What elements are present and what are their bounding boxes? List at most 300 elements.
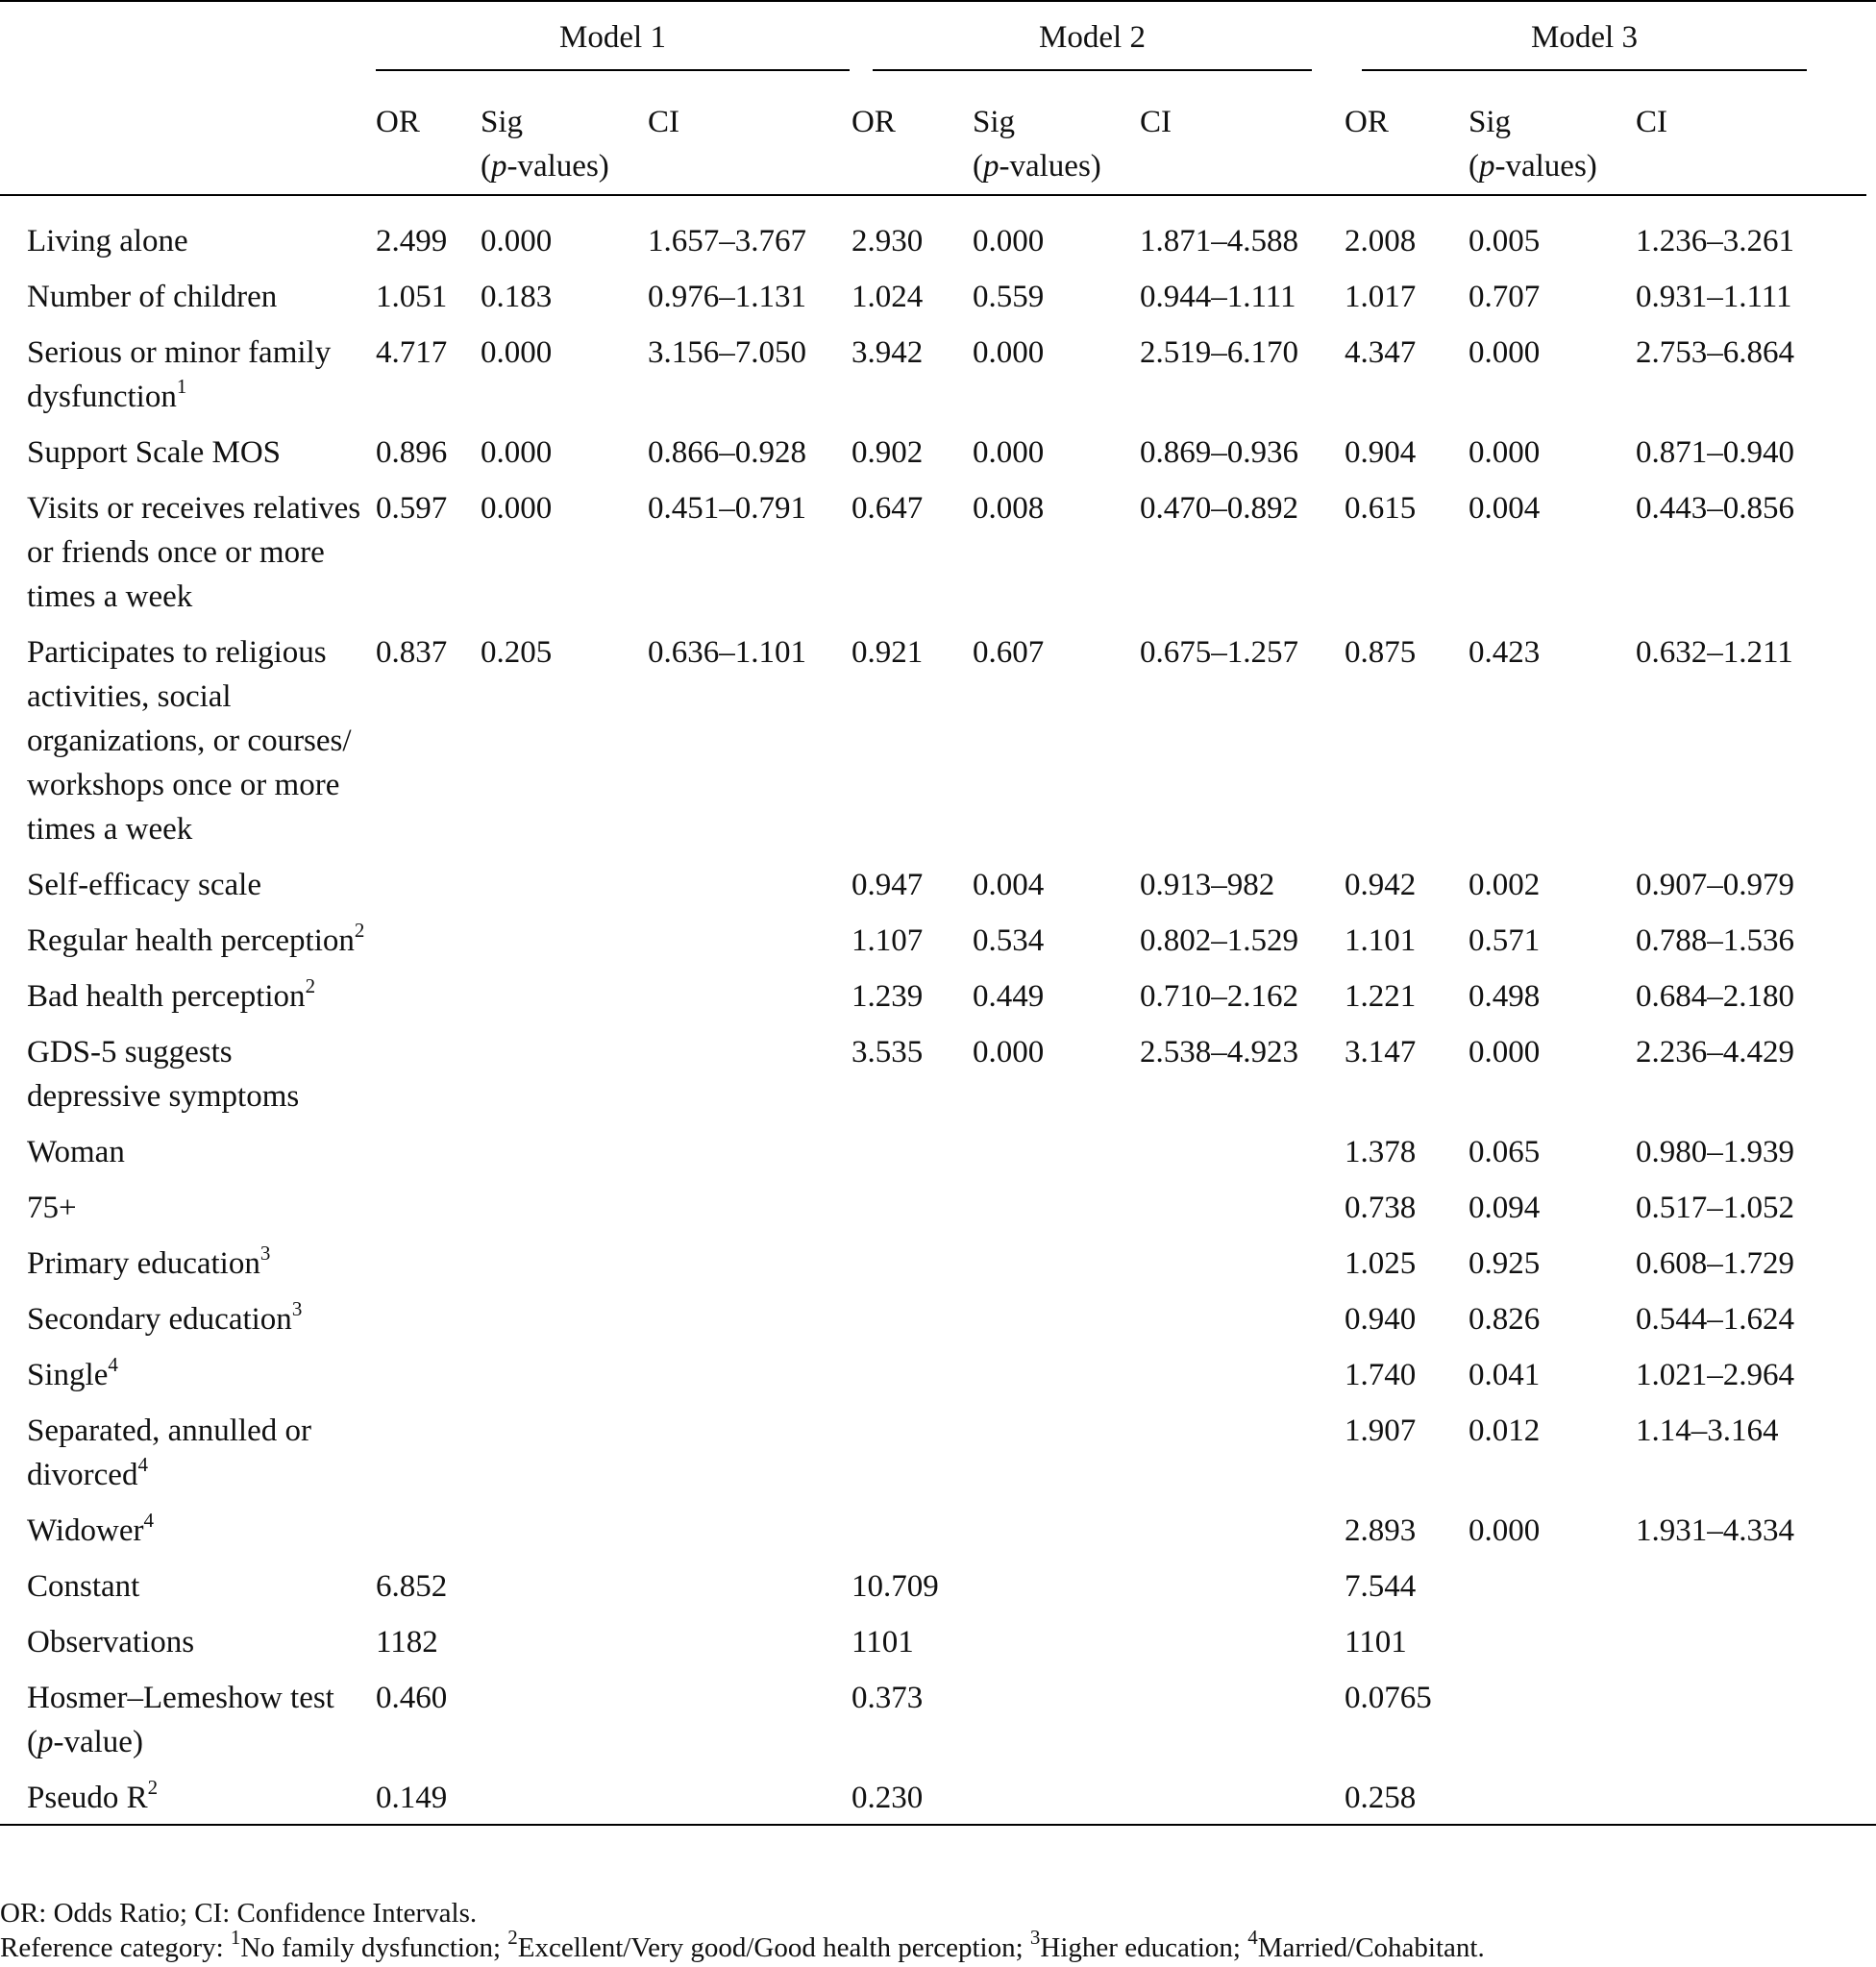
row-label (0, 1286, 376, 1341)
footnote-marker: 3 (259, 1242, 271, 1265)
table-cell: 0.837 (376, 635, 448, 670)
table-cell: 1101 (1345, 1625, 1407, 1660)
column-header-label: Sig (1469, 105, 1512, 139)
table-cell: 0.005 (1469, 224, 1541, 258)
column-header-label: CI (1140, 105, 1172, 139)
table-cell: 0.875 (1345, 635, 1417, 670)
table-cell: 1.907 (1345, 1414, 1417, 1448)
spacer-cell (1866, 1019, 1876, 1119)
table-cell (852, 1397, 973, 1497)
table-cell: 0.000 (481, 491, 553, 526)
reference-item-text: Higher education; (1040, 1932, 1248, 1963)
table-cell: 0.942 (1345, 868, 1417, 902)
table-cell (481, 1230, 648, 1286)
table-row (0, 195, 1876, 263)
table-cell: 3.535 (852, 1035, 924, 1070)
row-label-text: Number of children (27, 280, 278, 314)
table-cell (376, 907, 481, 963)
table-cell: 0.571 (1469, 923, 1541, 958)
table-cell (973, 1664, 1140, 1764)
row-label-text: Primary education (27, 1246, 260, 1281)
footnote-marker: 2 (507, 1926, 518, 1950)
spacer-cell (1866, 1341, 1876, 1397)
table-cell: 0.041 (1469, 1358, 1541, 1392)
row-label-text: Widower (27, 1513, 144, 1548)
table-cell: 0.205 (481, 635, 553, 670)
table-cell: 1.236–3.261 (1636, 224, 1794, 258)
table-cell: 0.559 (973, 280, 1045, 314)
table-cell: 0.607 (973, 635, 1045, 670)
table-cell: 0.008 (973, 491, 1045, 526)
table-cell (1140, 1341, 1345, 1397)
reference-category-note (0, 1926, 1876, 1965)
row-label (0, 475, 376, 619)
column-header-label: OR (852, 105, 896, 139)
footnote-marker: 3 (1029, 1926, 1041, 1950)
table-cell: 0.460 (376, 1681, 448, 1715)
table-cell (648, 1497, 852, 1553)
table-cell: 2.008 (1345, 224, 1417, 258)
column-header-label: Sig (481, 105, 524, 139)
table-cell (1469, 1764, 1636, 1825)
table-row (0, 1174, 1876, 1230)
column-header-label: OR (1345, 105, 1389, 139)
table-cell (973, 1764, 1140, 1825)
row-label (0, 907, 376, 963)
table-cell: 0.826 (1469, 1302, 1541, 1337)
table-cell (481, 963, 648, 1019)
table-cell: 3.942 (852, 335, 924, 370)
table-cell: 0.498 (1469, 979, 1541, 1014)
table-cell: 0.000 (973, 224, 1045, 258)
pvalues-italic: p-values (1479, 149, 1587, 184)
footnote-marker: 4 (143, 1509, 154, 1532)
spacer-cell (1866, 263, 1876, 319)
table-cell: 1.025 (1345, 1246, 1417, 1281)
table-cell: 0.423 (1469, 635, 1541, 670)
row-label (0, 1230, 376, 1286)
table-cell: 0.149 (376, 1764, 481, 1825)
table-cell: 0.000 (481, 335, 553, 370)
table-cell (1469, 1664, 1636, 1764)
row-label (0, 1397, 376, 1497)
table-cell: 0.000 (1469, 435, 1541, 470)
table-cell (1636, 1553, 1866, 1609)
column-header-sublabel: (p-values) (1469, 149, 1597, 184)
table-cell: 0.002 (1469, 868, 1541, 902)
table-cell: 1.378 (1345, 1135, 1417, 1169)
table-cell (973, 1553, 1140, 1609)
table-cell: 0.373 (852, 1681, 924, 1715)
table-cell: 3.147 (1345, 1035, 1417, 1070)
table-cell (648, 1286, 852, 1341)
spacer-cell (1866, 195, 1876, 263)
spacer-cell (1866, 851, 1876, 907)
table-cell: 0.675–1.257 (1140, 635, 1298, 670)
reference-item-text: Excellent/Very good/Good health perception; (517, 1932, 1030, 1963)
reference-item-text: No family dysfunction; (240, 1932, 508, 1963)
row-label-text: Participates to religious activities, social organizations, or courses/ workshops once or more times a week (27, 635, 352, 847)
table-cell: 0.940 (1345, 1302, 1417, 1337)
reference-prefix: Reference category: (0, 1932, 231, 1963)
column-header-1-or (376, 85, 481, 195)
spacer-cell (1866, 419, 1876, 475)
table-row (0, 1664, 1876, 1764)
table-cell (1140, 1174, 1345, 1230)
table-cell: 0.258 (1345, 1764, 1469, 1825)
table-cell: 0.866–0.928 (648, 435, 806, 470)
row-label (0, 1119, 376, 1174)
table-cell (973, 1341, 1140, 1397)
table-cell (1140, 1553, 1345, 1609)
model-3-header: Model 3 (1345, 1, 1866, 85)
table-cell (648, 1174, 852, 1230)
row-label-text: Observations (27, 1625, 195, 1660)
spacer-cell (1866, 619, 1876, 851)
column-header-label: CI (1636, 105, 1667, 139)
row-label-text: Living alone (27, 224, 188, 258)
table-cell (973, 1286, 1140, 1341)
table-cell: 1.101 (1345, 923, 1417, 958)
table-cell: 2.753–6.864 (1636, 335, 1794, 370)
table-cell: 1101 (852, 1625, 914, 1660)
table-cell (648, 1664, 852, 1764)
table-cell: 0.534 (973, 923, 1045, 958)
column-header-1-sig (481, 85, 648, 195)
table-cell: 0.0765 (1345, 1681, 1432, 1715)
table-cell: 2.893 (1345, 1513, 1417, 1548)
column-header-3-or (1345, 85, 1469, 195)
table-cell: 1.021–2.964 (1636, 1358, 1794, 1392)
table-cell: 0.000 (973, 1035, 1045, 1070)
row-label-text: Secondary education (27, 1302, 292, 1337)
footnote-marker: 3 (291, 1297, 303, 1320)
spacer-cell (1866, 1764, 1876, 1825)
spacer-cell (1866, 1397, 1876, 1497)
table-cell (481, 1497, 648, 1553)
table-cell: 0.065 (1469, 1135, 1541, 1169)
table-cell (376, 1174, 481, 1230)
table-row (0, 419, 1876, 475)
table-cell (376, 1019, 481, 1119)
spacer-cell (1866, 1230, 1876, 1286)
table-cell (1140, 1664, 1345, 1764)
table-cell: 0.000 (481, 224, 553, 258)
table-row (0, 1286, 1876, 1341)
table-cell: 0.230 (852, 1764, 973, 1825)
row-label-text: Serious or minor family dysfunction (27, 335, 332, 414)
table-cell (481, 1664, 648, 1764)
table-cell (648, 1609, 852, 1664)
table-cell (1140, 1119, 1345, 1174)
table-cell: 0.944–1.111 (1140, 280, 1296, 314)
column-header-2-or (852, 85, 973, 195)
footnote-marker: 1 (176, 375, 187, 398)
table-body (0, 195, 1876, 1825)
table-cell (481, 1764, 648, 1825)
table-cell (481, 1174, 648, 1230)
footnote-marker: 4 (1247, 1926, 1258, 1950)
column-header-sublabel: (p-values) (481, 149, 609, 184)
table-cell (481, 1609, 648, 1664)
spacer-cell (1866, 1286, 1876, 1341)
table-cell: 0.012 (1469, 1414, 1541, 1448)
table-cell: 0.913–982 (1140, 868, 1275, 902)
row-label (0, 851, 376, 907)
pvalues-italic: p-values (491, 149, 599, 184)
table-row (0, 1230, 1876, 1286)
table-cell (648, 851, 852, 907)
footnote-marker: 4 (108, 1353, 118, 1376)
row-label (0, 963, 376, 1019)
abbreviations-text: OR: Odds Ratio; CI: Confidence Intervals. (0, 1898, 478, 1929)
table-cell (648, 1119, 852, 1174)
table-cell: 0.896 (376, 435, 448, 470)
table-cell: 2.930 (852, 224, 924, 258)
table-cell (376, 1497, 481, 1553)
row-label-text: Woman (27, 1135, 125, 1169)
table-cell: 0.449 (973, 979, 1045, 1014)
table-cell (376, 1230, 481, 1286)
table-cell: 0.615 (1345, 491, 1417, 526)
table-cell (648, 963, 852, 1019)
table-cell (973, 1497, 1140, 1553)
table-cell (1140, 1397, 1345, 1497)
spacer-cell (1866, 1174, 1876, 1230)
column-header-label: CI (648, 105, 679, 139)
spacer-cell (1866, 1553, 1876, 1609)
table-row (0, 963, 1876, 1019)
row-label (0, 619, 376, 851)
table-cell: 0.183 (481, 280, 553, 314)
footnote-marker: 1 (230, 1926, 241, 1950)
table-cell: 1.931–4.334 (1636, 1513, 1794, 1548)
table-cell (481, 851, 648, 907)
table-row (0, 1553, 1876, 1609)
table-row (0, 1397, 1876, 1497)
table-cell: 0.902 (852, 435, 924, 470)
column-header-3-ci (1636, 85, 1866, 195)
row-label-text: Support Scale MOS (27, 435, 281, 470)
table-cell (648, 1764, 852, 1825)
row-label-text: GDS-5 suggests depressive symptoms (27, 1035, 300, 1114)
table-row (0, 1764, 1876, 1825)
table-cell (1140, 1230, 1345, 1286)
table-cell (648, 1230, 852, 1286)
table-cell: 1.221 (1345, 979, 1417, 1014)
model-1-header: Model 1 (376, 1, 852, 85)
table-row (0, 1119, 1876, 1174)
table-cell: 0.451–0.791 (648, 491, 806, 526)
spacer-cell (1866, 963, 1876, 1019)
table-cell: 0.931–1.111 (1636, 280, 1792, 314)
table-cell: 7.544 (1345, 1569, 1417, 1604)
table-cell: 0.000 (481, 435, 553, 470)
pvalues-italic: p-values (983, 149, 1091, 184)
table-cell: 1.871–4.588 (1140, 224, 1298, 258)
table-cell (481, 1286, 648, 1341)
table-cell: 6.852 (376, 1569, 448, 1604)
table-cell: 0.869–0.936 (1140, 435, 1298, 470)
table-cell (1636, 1664, 1866, 1764)
table-cell: 0.976–1.131 (648, 280, 806, 314)
row-label (0, 319, 376, 419)
model-2-header: Model 2 (852, 1, 1345, 85)
table-cell: 1.107 (852, 923, 924, 958)
table-row (0, 1341, 1876, 1397)
table-cell (376, 1397, 481, 1497)
table-cell (852, 1341, 973, 1397)
table-cell: 0.802–1.529 (1140, 923, 1298, 958)
table-row (0, 619, 1876, 851)
table-cell (852, 1119, 973, 1174)
table-cell (481, 1553, 648, 1609)
row-label (0, 1019, 376, 1119)
row-label (0, 1553, 376, 1609)
row-label-text: Bad health perception (27, 979, 306, 1014)
table-cell: 0.921 (852, 635, 924, 670)
row-label-text: Regular health perception (27, 923, 355, 958)
table-cell (1140, 1286, 1345, 1341)
table-cell: 4.347 (1345, 335, 1417, 370)
table-cell: 1.740 (1345, 1358, 1417, 1392)
table-cell: 0.925 (1469, 1246, 1541, 1281)
table-cell (481, 1119, 648, 1174)
table-row (0, 319, 1876, 419)
table-cell (1140, 1497, 1345, 1553)
table-cell (648, 907, 852, 963)
table-cell: 0.947 (852, 868, 924, 902)
table-row (0, 475, 1876, 619)
spacer-cell (1866, 319, 1876, 419)
table-cell (973, 1397, 1140, 1497)
table-cell (1636, 1609, 1866, 1664)
table-cell: 3.156–7.050 (648, 335, 806, 370)
table-cell (973, 1609, 1140, 1664)
table-cell (648, 1553, 852, 1609)
table-cell: 0.608–1.729 (1636, 1246, 1794, 1281)
spacer-cell (1866, 1609, 1876, 1664)
table-cell (1469, 1553, 1636, 1609)
row-label (0, 1341, 376, 1397)
row-label-text: 75+ (27, 1191, 77, 1225)
table-cell: 1.024 (852, 280, 924, 314)
stub-header (0, 1, 376, 85)
table-cell: 0.470–0.892 (1140, 491, 1298, 526)
table-cell: 0.871–0.940 (1636, 435, 1794, 470)
spacer-cell (1866, 1497, 1876, 1553)
table-cell (1469, 1609, 1636, 1664)
table-cell: 0.544–1.624 (1636, 1302, 1794, 1337)
table-cell: 0.000 (1469, 335, 1541, 370)
row-label-text: Visits or receives relatives or friends once or more times a week (27, 491, 361, 614)
table-cell: 0.980–1.939 (1636, 1135, 1794, 1169)
table-cell: 0.684–2.180 (1636, 979, 1794, 1014)
table-cell (376, 851, 481, 907)
row-label-text: Separated, annulled or divorced (27, 1414, 311, 1492)
table-cell: 0.647 (852, 491, 924, 526)
spacer-cell (1866, 1119, 1876, 1174)
row-label (0, 1664, 376, 1764)
table-cell: 0.000 (973, 335, 1045, 370)
column-header-sublabel: (p-values) (973, 149, 1101, 184)
table-cell: 0.000 (1469, 1035, 1541, 1070)
table-row (0, 1497, 1876, 1553)
column-header-2-sig (973, 85, 1140, 195)
table-cell: 0.632–1.211 (1636, 635, 1793, 670)
row-label (0, 195, 376, 263)
table-cell: 0.597 (376, 491, 448, 526)
table-cell (376, 963, 481, 1019)
table-cell: 0.094 (1469, 1191, 1541, 1225)
table-cell (1140, 1764, 1345, 1825)
reference-item-text: Married/Cohabitant. (1257, 1932, 1485, 1963)
table-cell (1636, 1764, 1866, 1825)
table-cell (852, 1230, 973, 1286)
row-label (0, 263, 376, 319)
table-cell: 10.709 (852, 1569, 939, 1604)
footnote-marker: 2 (305, 974, 316, 997)
table-cell (481, 1341, 648, 1397)
model-header-row (0, 1, 1876, 85)
table-cell (648, 1341, 852, 1397)
footnote-marker: 2 (354, 919, 365, 942)
row-label (0, 1609, 376, 1664)
table-cell (973, 1230, 1140, 1286)
table-cell (852, 1497, 973, 1553)
table-cell: 0.710–2.162 (1140, 979, 1298, 1014)
table-cell: 0.443–0.856 (1636, 491, 1794, 526)
row-label-text: Single (27, 1358, 109, 1392)
table-cell: 1.14–3.164 (1636, 1414, 1779, 1448)
row-label (0, 1174, 376, 1230)
footnote-marker: 2 (147, 1776, 159, 1799)
abbreviations-note (0, 1896, 1876, 1930)
table-cell (376, 1286, 481, 1341)
table-cell (973, 1174, 1140, 1230)
table-cell: 0.904 (1345, 435, 1417, 470)
table-cell: 2.499 (376, 224, 448, 258)
footnote-marker: 4 (137, 1453, 148, 1476)
table-cell: 1.239 (852, 979, 924, 1014)
table-cell: 1.017 (1345, 280, 1417, 314)
table-cell (852, 1174, 973, 1230)
table-cell: 0.004 (973, 868, 1045, 902)
table-row (0, 851, 1876, 907)
table-cell: 4.717 (376, 335, 448, 370)
row-label-text: Pseudo R (27, 1781, 148, 1815)
row-label-text: Hosmer–Lemeshow test (p-value) (27, 1681, 334, 1759)
table-row (0, 1019, 1876, 1119)
table-row (0, 907, 1876, 963)
stub-subheader (0, 85, 376, 195)
column-header-label: OR (376, 105, 420, 139)
table-cell (481, 1397, 648, 1497)
row-label (0, 419, 376, 475)
table-cell (481, 1019, 648, 1119)
table-cell: 0.788–1.536 (1636, 923, 1794, 958)
table-cell (376, 1341, 481, 1397)
table-cell: 1.657–3.767 (648, 224, 806, 258)
table-cell: 1182 (376, 1625, 438, 1660)
spacer-cell (1866, 1664, 1876, 1764)
table-cell: 0.738 (1345, 1191, 1417, 1225)
column-header-2-ci (1140, 85, 1345, 195)
table-cell (481, 907, 648, 963)
table-cell: 0.000 (973, 435, 1045, 470)
table-cell: 0.517–1.052 (1636, 1191, 1794, 1225)
row-label-text: Self-efficacy scale (27, 868, 261, 902)
